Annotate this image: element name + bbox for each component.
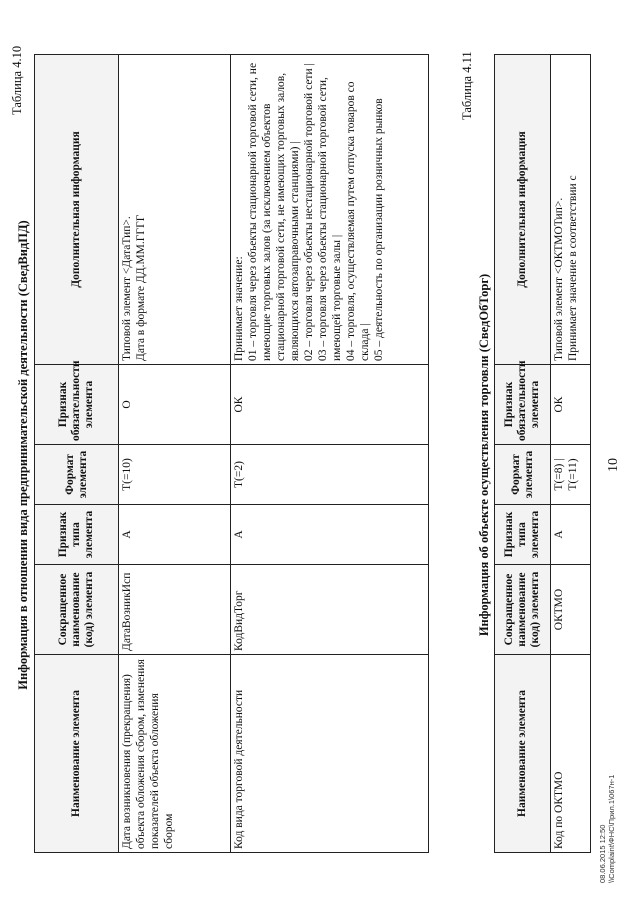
file-stamp [598,775,616,883]
info-line: 05 – деятельность по организации розничных рынков [373,98,385,361]
header-code: Сокращенное наименование (код) элемента [495,565,551,655]
info-line: 01 – торговля через объекты стационарной торговой сети, не имеющие торговых залов (за исключением объектов стационарной торговой сети, не имеющих торговых залов, являющихся автозаправочными станциями) | [247,62,301,361]
table-4-11-number: Таблица 4.11 [460,51,474,120]
cell-type: А [231,505,429,565]
cell-name: Код по ОКТМО [551,655,591,853]
info-line: Принимает значение в соответствии с [567,175,579,361]
stamp-date: 08.06.2015 12:50 [598,824,607,883]
table-4-10-header-row [35,55,119,853]
header-type: Признак типа элемента [495,505,551,565]
header-format: Формат элемента [35,445,119,505]
cell-type: А [551,505,591,565]
header-required: Признак обязательности элемента [35,365,119,445]
info-line: Дата в формате ДД.ММ.ГГГГ [135,214,147,361]
header-format: Формат элемента [495,445,551,505]
cell-info [551,55,591,365]
table-4-11 [494,54,591,853]
header-code: Сокращенное наименование (код) элемента [35,565,119,655]
header-name: Наименование элемента [495,655,551,853]
header-type: Признак типа элемента [35,505,119,565]
cell-format: T(=10) [119,445,231,505]
table-4-10 [34,54,429,853]
table-row [551,55,591,853]
cell-required: ОК [551,365,591,445]
cell-name: Код вида торговой деятельности [231,655,429,853]
cell-required: О [119,365,231,445]
table-4-10-title: Информация в отношении вида предпринимательской деятельности (СведВидПД) [16,220,30,690]
table-4-10-number: Таблица 4.10 [10,45,24,115]
cell-code: ОКТМО [551,565,591,655]
table-row [231,55,429,853]
cell-info [231,55,429,365]
page-number: 10 [606,458,621,472]
header-info: Дополнительная информация [35,55,119,365]
cell-type: А [119,505,231,565]
cell-required: ОК [231,365,429,445]
info-line: Типовой элемент <ОКТМОТип>. [553,197,565,361]
cell-code: ДатаВозникИсп [119,565,231,655]
info-line: 03 – торговля через объекты стационарной торговой сети, имеющей торговые залы | [317,77,343,361]
info-line: Принимает значение: [233,256,245,361]
cell-code: КодВидТорг [231,565,429,655]
table-4-11-title: Информация об объекте осуществления торговли (СведОбТорг) [477,273,491,637]
stamp-path: \\Complaint\ФНС\Прил.1\067н-1 [607,774,616,883]
info-line: 02 – торговля через объекты нестационарной торговой сети | [303,63,315,361]
cell-name: Дата возникновения (прекращения) объекта обложения сбором, изменения показателей объекта обложения сбором [119,655,231,853]
cell-info [119,55,231,365]
cell-format: T(=2) [231,445,429,505]
header-name: Наименование элемента [35,655,119,853]
table-row [119,55,231,853]
info-line: Типовой элемент <ДатаТип>. [121,216,133,361]
cell-format: T(=8) | T(=11) [551,445,591,505]
table-4-11-header-row [495,55,551,853]
info-line: 04 – торговля, осуществляемая путем отпуска товаров со склада | [345,81,371,361]
header-required: Признак обязательности элемента [495,365,551,445]
header-info: Дополнительная информация [495,55,551,365]
